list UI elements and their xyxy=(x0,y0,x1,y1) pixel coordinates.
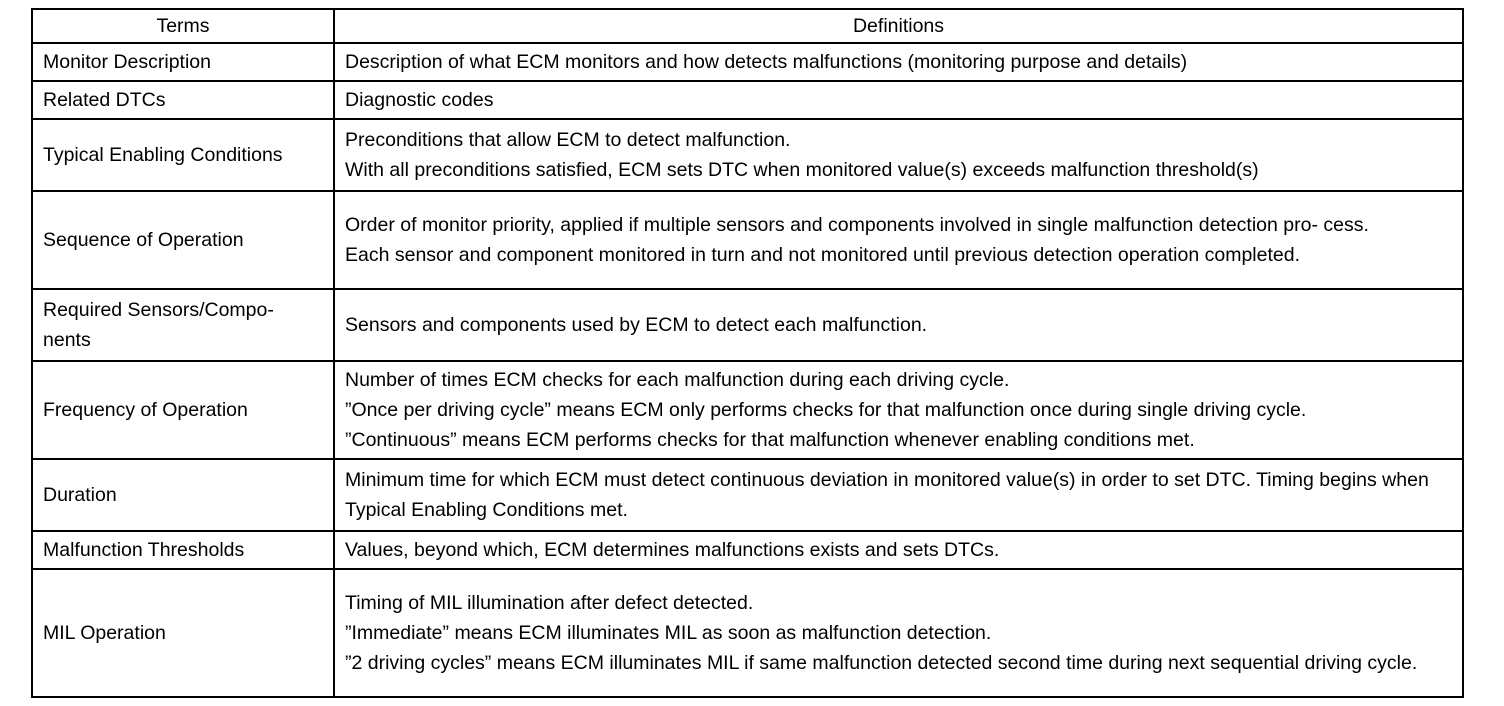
definition-line: Values, beyond which, ECM determines malfunctions exists and sets DTCs. xyxy=(345,539,1000,561)
definition-line: Number of times ECM checks for each malfunction during each driving cycle. xyxy=(345,369,1010,391)
definition-cell xyxy=(334,289,1463,361)
definition-line: Description of what ECM monitors and how detects malfunctions (monitoring purpose and details) xyxy=(345,51,1188,73)
header-definitions: Definitions xyxy=(334,9,1463,43)
definition-cell xyxy=(334,191,1463,289)
table-row xyxy=(32,361,1463,459)
term-cell: Malfunction Thresholds xyxy=(32,531,334,569)
definition-line: ”Once per driving cycle” means ECM only performs checks for that malfunction once during single driving cycle. xyxy=(345,399,1307,421)
table-row xyxy=(32,119,1463,191)
term-cell: Required Sensors/Compo- nents xyxy=(32,289,334,361)
term-cell: Sequence of Operation xyxy=(32,191,334,289)
terms-definitions-table xyxy=(31,8,1464,698)
term-cell: Typical Enabling Conditions xyxy=(32,119,334,191)
definition-line: Order of monitor priority, applied if multiple sensors and components involved in single malfunction detection pro- cess. xyxy=(345,214,1369,236)
table-row xyxy=(32,531,1463,569)
definition-line: Diagnostic codes xyxy=(345,89,494,111)
term-cell: MIL Operation xyxy=(32,569,334,697)
term-cell: Monitor Description xyxy=(32,43,334,81)
table-row xyxy=(32,569,1463,697)
definition-cell xyxy=(334,531,1463,569)
definition-line: Sensors and components used by ECM to detect each malfunction. xyxy=(345,314,928,336)
definition-line: ”Immediate” means ECM illuminates MIL as soon as malfunction detection. xyxy=(345,622,992,644)
definition-line: Preconditions that allow ECM to detect malfunction. xyxy=(345,129,791,151)
definition-cell xyxy=(334,43,1463,81)
header-terms: Terms xyxy=(32,9,334,43)
term-cell: Duration xyxy=(32,459,334,531)
definition-line: Minimum time for which ECM must detect continuous deviation in monitored value(s) in order to set DTC. Timing begins when Typical Enabling Conditions met. xyxy=(345,469,1429,521)
definition-line: ”Continuous” means ECM performs checks for that malfunction whenever enabling conditions met. xyxy=(345,429,1195,451)
table-row xyxy=(32,191,1463,289)
definition-line: Each sensor and component monitored in turn and not monitored until previous detection operation completed. xyxy=(345,244,1301,266)
table-header-row xyxy=(32,9,1463,43)
definition-line: Timing of MIL illumination after defect detected. xyxy=(345,592,754,614)
definition-cell xyxy=(334,81,1463,119)
definition-cell xyxy=(334,119,1463,191)
term-cell: Frequency of Operation xyxy=(32,361,334,459)
table-row xyxy=(32,43,1463,81)
definition-cell xyxy=(334,361,1463,459)
table-row xyxy=(32,81,1463,119)
definition-cell xyxy=(334,459,1463,531)
definition-line: With all preconditions satisfied, ECM sets DTC when monitored value(s) exceeds malfunction threshold(s) xyxy=(345,159,1259,181)
definition-cell xyxy=(334,569,1463,697)
term-cell: Related DTCs xyxy=(32,81,334,119)
definition-line: ”2 driving cycles” means ECM illuminates MIL if same malfunction detected second time during next sequential driving cycle. xyxy=(345,652,1418,674)
table-row xyxy=(32,459,1463,531)
table-row xyxy=(32,289,1463,361)
